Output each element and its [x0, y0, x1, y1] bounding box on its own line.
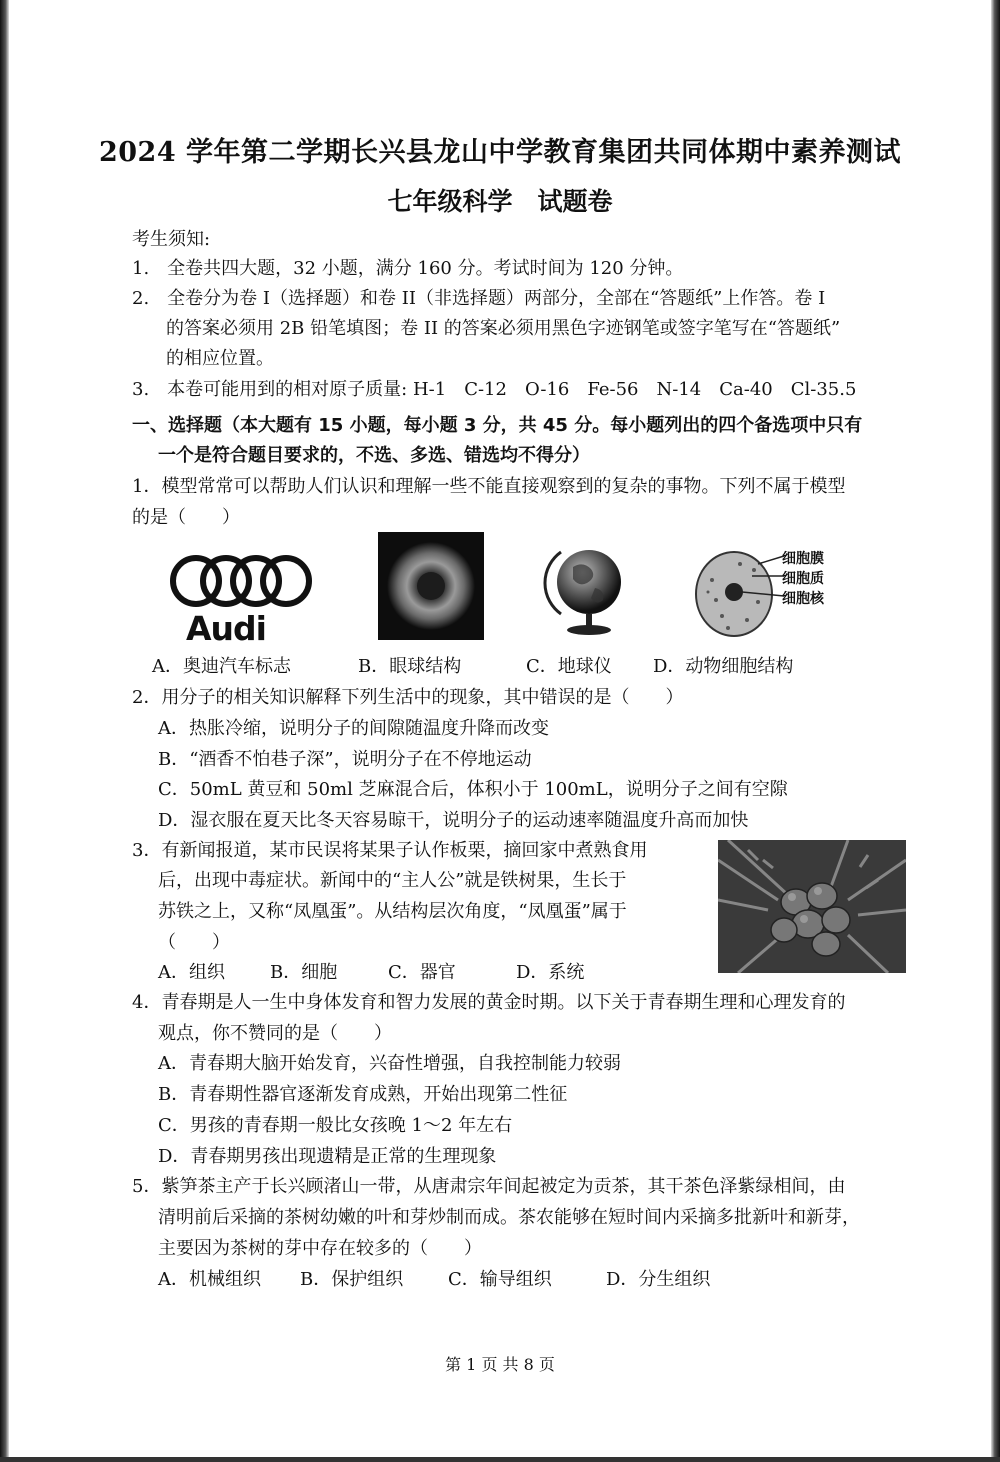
q5-option-d: D．分生组织	[606, 1269, 711, 1290]
cell-label-cytoplasm: 细胞质	[782, 571, 824, 587]
q1-stem-line1: 1．模型常常可以帮助人们认识和理解一些不能直接观察到的复杂的事物。下列不属于模型	[132, 476, 846, 497]
q3-option-a: A．组织	[158, 962, 225, 983]
q4-option-c: C．男孩的青春期一般比女孩晚 1～2 年左右	[158, 1115, 513, 1136]
animal-cell-diagram	[692, 540, 832, 644]
notice-item-1: 1. 全卷共四大题，32 小题，满分 160 分。考试时间为 120 分钟。	[132, 258, 684, 279]
cell-label-membrane: 细胞膜	[782, 551, 824, 567]
q3-stem-line1: 3．有新闻报道，某市民误将某果子认作板栗，摘回家中煮熟食用	[132, 840, 648, 861]
cycad-seed-photo	[718, 840, 906, 973]
section-heading-line2: 一个是符合题目要求的，不选、多选、错选均不得分）	[158, 445, 590, 466]
q4-option-d: D．青春期男孩出现遗精是正常的生理现象	[158, 1146, 497, 1167]
eyeball-image	[378, 532, 484, 640]
q5-option-c: C．输导组织	[448, 1269, 552, 1290]
section-heading-line1: 一、选择题（本大题有 15 小题，每小题 3 分，共 45 分。每小题列出的四个备选项中只有	[132, 415, 863, 436]
notice-item-3: 3. 本卷可能用到的相对原子质量: H-1 C-12 O-16 Fe-56 N-14 Ca-40 Cl-35.5	[132, 379, 857, 400]
q4-stem-line1: 4．青春期是人一生中身体发育和智力发展的黄金时期。以下关于青春期生理和心理发育的	[132, 992, 846, 1013]
notice-heading: 考生须知:	[132, 229, 211, 250]
q1-option-b: B．眼球结构	[358, 656, 462, 677]
notice-item-2: 2. 全卷分为卷 I（选择题）和卷 II（非选择题）两部分，全部在“答题纸”上作答。卷 I	[132, 288, 826, 309]
q4-option-b: B．青春期性器官逐渐发育成熟，开始出现第二性征	[158, 1084, 568, 1105]
notice-item-2-cont2: 的相应位置。	[166, 348, 274, 369]
q3-option-d: D．系统	[516, 962, 585, 983]
q2-stem: 2．用分子的相关知识解释下列生活中的现象，其中错误的是（ ）	[132, 687, 684, 708]
q3-option-c: C．器官	[388, 962, 456, 983]
q1-stem-line2: 的是（ ）	[132, 507, 240, 528]
scan-edge-left	[0, 0, 9, 1462]
q3-stem-line3: 苏铁之上，又称“凤凰蛋”。从结构层次角度，“凤凰蛋”属于	[158, 901, 627, 922]
q3-stem-line4: （ ）	[158, 932, 230, 953]
q4-option-a: A．青春期大脑开始发育，兴奋性增强，自我控制能力较弱	[158, 1053, 621, 1074]
scan-edge-bottom	[0, 1457, 1000, 1462]
scan-edge-right	[991, 0, 1000, 1462]
q2-option-c: C．50mL 黄豆和 50ml 芝麻混合后，体积小于 100mL，说明分子之间有空隙	[158, 779, 788, 800]
q1-option-c: C．地球仪	[526, 656, 612, 677]
q2-option-d: D．湿衣服在夏天比冬天容易晾干，说明分子的运动速率随温度升高而加快	[158, 810, 749, 831]
exam-subtitle: 七年级科学 试题卷	[387, 187, 613, 216]
q5-stem-line2: 清明前后采摘的茶树幼嫩的叶和芽炒制而成。茶农能够在短时间内采摘多批新叶和新芽，	[158, 1207, 860, 1228]
exam-title: 2024 学年第二学期长兴县龙山中学教育集团共同体期中素养测试	[98, 137, 902, 168]
q1-option-a: A．奥迪汽车标志	[152, 656, 291, 677]
q5-stem-line3: 主要因为茶树的芽中存在较多的（ ）	[158, 1238, 482, 1259]
q5-option-a: A．机械组织	[158, 1269, 261, 1290]
page-number: 第 1 页 共 8 页	[445, 1355, 555, 1374]
audi-logo-image	[168, 547, 316, 649]
q5-option-b: B．保护组织	[300, 1269, 404, 1290]
q1-option-d: D．动物细胞结构	[653, 656, 794, 677]
cell-label-nucleus: 细胞核	[782, 591, 824, 607]
notice-item-2-cont: 的答案必须用 2B 铅笔填图；卷 II 的答案必须用黑色字迹钢笔或签字笔写在“答题纸”	[166, 318, 841, 339]
q4-stem-line2: 观点，你不赞同的是（ ）	[158, 1023, 392, 1044]
q2-option-a: A．热胀冷缩，说明分子的间隙随温度升降而改变	[158, 718, 549, 739]
audi-rings-icon	[168, 551, 316, 611]
q3-stem-line2: 后，出现中毒症状。新闻中的“主人公”就是铁树果，生长于	[158, 870, 627, 891]
globe-image	[543, 542, 635, 638]
audi-wordmark: Audi	[186, 609, 266, 648]
q3-option-b: B．细胞	[270, 962, 338, 983]
q5-stem-line1: 5．紫笋茶主产于长兴顾渚山一带，从唐肃宗年间起被定为贡茶，其干茶色泽紫绿相间，由	[132, 1176, 846, 1197]
q2-option-b: B．“酒香不怕巷子深”，说明分子在不停地运动	[158, 749, 532, 770]
